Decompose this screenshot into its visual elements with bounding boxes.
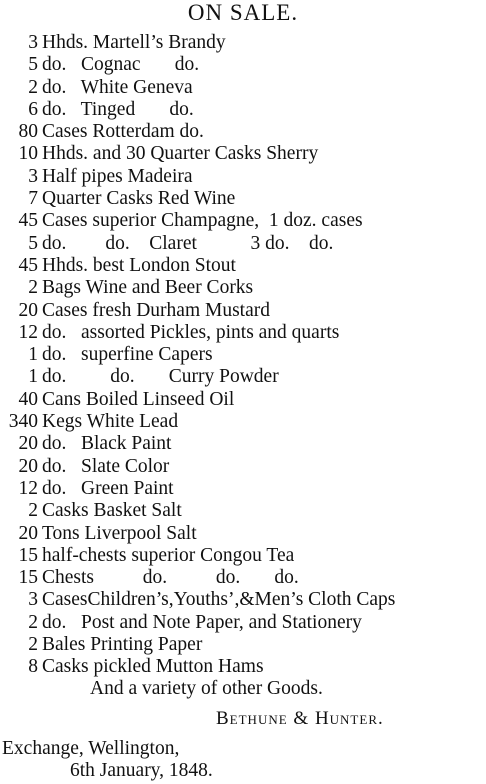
item-description: half-chests superior Congou Tea <box>42 544 295 566</box>
list-item <box>0 656 486 678</box>
item-description: Hhds. and 30 Quarter Casks Sherry <box>42 143 319 165</box>
item-quantity: 8 <box>28 656 38 678</box>
item-quantity: 2 <box>28 500 38 522</box>
item-quantity: 80 <box>18 121 38 143</box>
item-quantity: 2 <box>28 611 38 633</box>
list-item <box>0 166 486 188</box>
item-description: Casks Basket Salt <box>42 500 182 522</box>
item-description: do. Post and Note Paper, and Stationery <box>42 611 362 633</box>
list-item <box>0 612 486 634</box>
list-item <box>0 32 486 54</box>
list-item <box>0 210 486 232</box>
list-item <box>0 54 486 76</box>
item-quantity: 6 <box>28 98 38 120</box>
item-quantity: 5 <box>28 232 38 254</box>
list-item <box>0 411 486 433</box>
list-item <box>0 344 486 366</box>
item-description: do. do. Curry Powder <box>42 366 279 388</box>
item-quantity: 7 <box>28 188 38 210</box>
list-item <box>0 188 486 210</box>
item-quantity: 1 <box>28 344 38 366</box>
item-description: do. Cognac do. <box>42 54 200 76</box>
item-quantity: 12 <box>18 477 38 499</box>
item-description: do. Green Paint <box>42 477 174 499</box>
item-description: do. assorted Pickles, pints and quarts <box>42 321 340 343</box>
item-description: do. Slate Color <box>42 455 170 477</box>
item-description: Tons Liverpool Salt <box>42 522 197 544</box>
item-description: Casks pickled Mutton Hams <box>42 656 264 678</box>
item-description: do. superfine Capers <box>42 344 213 366</box>
item-quantity: 10 <box>18 143 38 165</box>
item-quantity: 340 <box>8 411 38 433</box>
list-item <box>0 500 486 522</box>
item-quantity: 40 <box>18 388 38 410</box>
list-item <box>0 255 486 277</box>
page-title: ON SALE. <box>187 0 299 25</box>
item-quantity: 45 <box>18 254 38 276</box>
item-quantity: 2 <box>28 76 38 98</box>
list-item <box>0 545 486 567</box>
list-item <box>0 322 486 344</box>
advertiser-signature: Bethune & Hunter. <box>216 708 384 729</box>
item-description: CasesChildren’s,Youths’,&Men’s Cloth Caps <box>42 589 396 611</box>
item-quantity: 20 <box>18 433 38 455</box>
list-item <box>0 567 486 589</box>
item-quantity: 1 <box>28 366 38 388</box>
item-description: Cases fresh Durham Mustard <box>42 299 270 321</box>
item-quantity: 12 <box>18 321 38 343</box>
list-item <box>0 99 486 121</box>
list-item <box>0 634 486 656</box>
list-item <box>0 121 486 143</box>
item-description: Kegs White Lead <box>42 411 179 433</box>
item-description: Hhds. best London Stout <box>42 254 236 276</box>
list-item <box>0 389 486 411</box>
item-quantity: 5 <box>28 54 38 76</box>
list-item <box>0 589 486 611</box>
item-description: Bales Printing Paper <box>42 634 203 656</box>
item-quantity: 20 <box>18 299 38 321</box>
item-quantity: 45 <box>18 210 38 232</box>
item-description: do. Black Paint <box>42 433 172 455</box>
item-description: Chests do. do. do. <box>42 567 299 589</box>
item-description: Half pipes Madeira <box>42 165 193 187</box>
list-item <box>0 433 486 455</box>
variety-note: And a variety of other Goods. <box>90 678 323 699</box>
goods-list <box>0 32 486 679</box>
item-description: Cans Boiled Linseed Oil <box>42 388 235 410</box>
item-description: do. do. Claret 3 do. do. <box>42 232 334 254</box>
item-description: Cases Rotterdam do. <box>42 121 204 143</box>
list-item <box>0 233 486 255</box>
place-line: Exchange, Wellington, <box>2 738 180 759</box>
item-quantity: 3 <box>28 32 38 53</box>
list-item <box>0 300 486 322</box>
date-line: 6th January, 1848. <box>70 760 213 781</box>
list-item <box>0 77 486 99</box>
item-description: Bags Wine and Beer Corks <box>42 277 254 299</box>
item-quantity: 15 <box>18 567 38 589</box>
list-item <box>0 366 486 388</box>
item-description: do. Tinged do. <box>42 98 194 120</box>
item-quantity: 20 <box>18 455 38 477</box>
item-quantity: 2 <box>28 277 38 299</box>
list-item <box>0 277 486 299</box>
item-description: Quarter Casks Red Wine <box>42 188 236 210</box>
item-quantity: 20 <box>18 522 38 544</box>
item-quantity: 2 <box>28 634 38 656</box>
item-quantity: 15 <box>18 544 38 566</box>
item-quantity: 3 <box>28 589 38 611</box>
item-quantity: 3 <box>28 165 38 187</box>
item-description: Hhds. Martell’s Brandy <box>42 32 226 53</box>
item-description: Cases superior Champagne, 1 doz. cases <box>42 210 363 232</box>
list-item <box>0 478 486 500</box>
list-item <box>0 456 486 478</box>
list-item <box>0 143 486 165</box>
list-item <box>0 523 486 545</box>
item-description: do. White Geneva <box>42 76 193 98</box>
